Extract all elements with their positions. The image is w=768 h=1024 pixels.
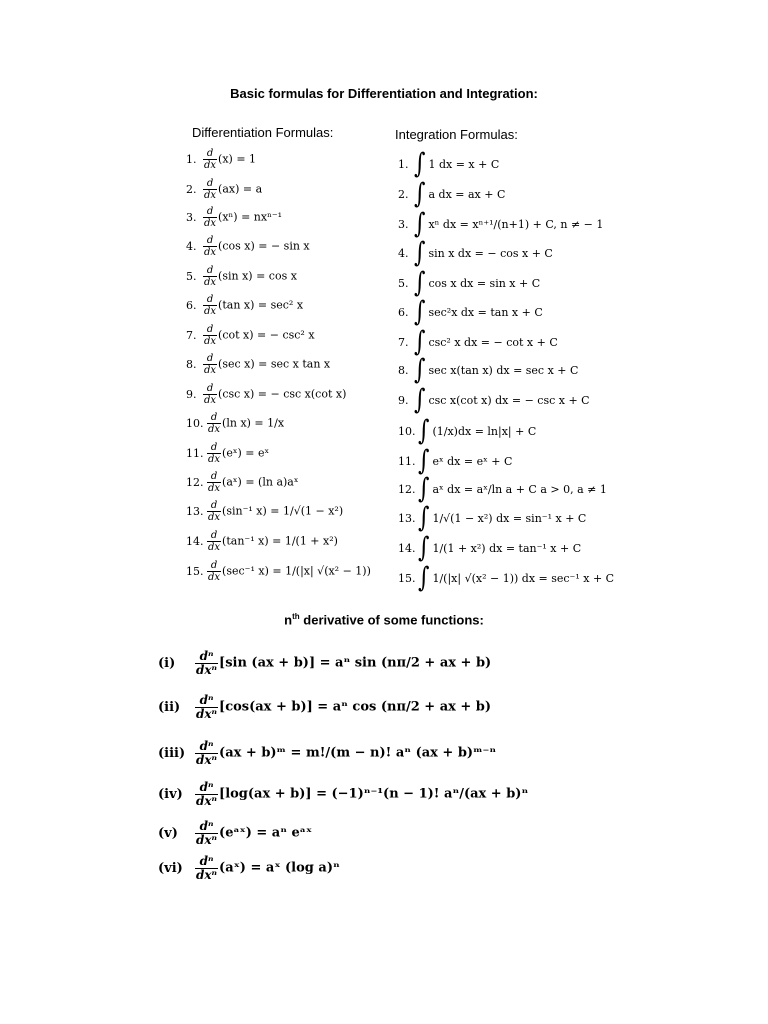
formula-expression: (1/x)dx = ln|x| + C [432,425,537,438]
formula-number: 3. [398,218,409,231]
nth-derivative-operator [195,650,218,677]
formula-number: 1. [398,158,409,171]
operator-numerator: dⁿ [195,781,218,795]
derivative-operator [203,353,217,376]
formula-expression: xⁿ dx = xⁿ⁺¹/(n+1) + C, n ≠ − 1 [428,218,604,231]
differentiation-formula [186,324,315,347]
integration-formula [398,296,543,328]
operator-denominator: dx [204,160,217,171]
formula-expression: (cos x) = − sin x [218,239,310,253]
integral-icon: ∫ [414,208,426,240]
formula-label: (ii) [158,700,181,715]
formula-expression: (csc x) = − csc x(cot x) [218,387,347,401]
nth-derivative-operator [195,781,218,808]
formula-label: (v) [158,826,178,841]
differentiation-formula [186,383,346,406]
operator-numerator: d [203,324,217,336]
operator-denominator: dx [204,395,217,406]
differentiation-formula [186,442,269,465]
operator-denominator: dx [204,190,217,201]
integral-icon: ∫ [414,384,426,416]
operator-denominator: dx [208,542,221,553]
formula-number: 10. [398,425,416,438]
formula-expression: sin x dx = − cos x + C [428,247,553,260]
derivative-operator [203,148,217,171]
operator-denominator: dx [204,365,217,376]
formula-expression: (sec⁻¹ x) = 1/(|x| √(x² − 1)) [222,564,371,578]
differentiation-formula [186,206,282,229]
formula-number: 11. [398,455,416,468]
formula-expression: (eᵃˣ) = aⁿ eᵃˣ [219,825,312,841]
formula-number: 1. [186,152,197,166]
operator-denominator: dxⁿ [196,663,218,677]
derivative-operator [203,235,217,258]
formula-expression: (ax) = a [218,182,263,196]
formula-expression: 1/√(1 − x²) dx = sin⁻¹ x + C [432,512,587,525]
differentiation-formula [186,148,256,171]
operator-numerator: dⁿ [195,740,218,754]
integration-heading: Integration Formulas: [395,127,518,142]
derivative-operator [207,530,221,553]
integral-icon: ∫ [414,178,426,210]
formula-expression: 1/(1 + x²) dx = tan⁻¹ x + C [432,542,582,555]
formula-expression: [cos(ax + b)] = aⁿ cos (nπ/2 + ax + b) [219,699,492,715]
formula-expression: cos x dx = sin x + C [428,277,541,290]
differentiation-formula [186,471,299,494]
formula-label: (vi) [158,861,183,876]
formula-expression: (eˣ) = eˣ [222,446,270,460]
formula-number: 4. [398,247,409,260]
formula-expression: sec²x dx = tan x + C [428,306,543,319]
derivative-operator [203,324,217,347]
operator-numerator: d [207,500,221,512]
formula-number: 4. [186,239,197,253]
differentiation-formula [186,294,303,317]
integral-icon: ∫ [414,354,426,386]
operator-numerator: d [203,265,217,277]
formula-number: 10. [186,416,204,430]
derivative-operator [207,442,221,465]
integration-formula [398,445,513,477]
derivative-operator [207,412,221,435]
integration-formula [398,178,506,210]
formula-expression: eˣ dx = eˣ + C [432,455,513,468]
operator-denominator: dx [204,306,217,317]
integration-formula [398,326,558,358]
operator-numerator: dⁿ [195,650,218,664]
formula-number: 8. [398,364,409,377]
operator-denominator: dxⁿ [196,707,218,721]
formula-number: 5. [398,277,409,290]
formula-number: 2. [398,188,409,201]
formula-number: 3. [186,210,197,224]
differentiation-formula [186,235,310,258]
integration-formula [398,354,579,386]
formula-number: 15. [186,564,204,578]
nth-derivative-formula [158,694,491,721]
operator-denominator: dx [208,572,221,583]
derivative-operator [203,294,217,317]
formula-expression: (x) = 1 [218,152,257,166]
derivative-operator [207,500,221,523]
integral-icon: ∫ [418,445,430,477]
operator-denominator: dx [204,247,217,258]
formula-number: 12. [398,483,416,496]
formula-expression: csc² x dx = − cot x + C [428,336,558,349]
nth-derivative-operator [195,740,218,767]
derivative-operator [203,383,217,406]
formula-expression: (aˣ) = (ln a)aˣ [222,475,299,489]
formula-expression: 1 dx = x + C [428,158,500,171]
operator-denominator: dx [208,512,221,523]
formula-label: (iii) [158,746,186,761]
formula-expression: (tan x) = sec² x [218,298,304,312]
differentiation-heading: Differentiation Formulas: [192,125,334,140]
differentiation-formula [186,500,343,523]
formula-expression: aˣ dx = aˣ/ln a + C a > 0, a ≠ 1 [432,483,607,496]
derivative-operator [207,560,221,583]
formula-expression: (ax + b)ᵐ = m!/(m − n)! aⁿ (ax + b)ᵐ⁻ⁿ [219,745,497,761]
formula-number: 14. [186,534,204,548]
integration-formula [398,532,582,564]
differentiation-formula [186,530,338,553]
formula-number: 15. [398,572,416,585]
page-title: Basic formulas for Differentiation and Integration: [230,86,538,101]
differentiation-formula [186,178,262,201]
operator-numerator: d [203,148,217,160]
nth-derivative-formula [158,740,496,767]
operator-denominator: dx [208,424,221,435]
formula-expression: (sec x) = sec x tan x [218,357,331,371]
integration-formula [398,208,604,240]
formula-expression: (sin⁻¹ x) = 1/√(1 − x²) [222,504,344,518]
integral-icon: ∫ [418,415,430,447]
operator-numerator: dⁿ [195,855,218,869]
formula-number: 5. [186,269,197,283]
derivative-operator [203,206,217,229]
integral-icon: ∫ [414,326,426,358]
formula-number: 14. [398,542,416,555]
differentiation-formula [186,560,371,583]
operator-numerator: d [207,560,221,572]
integration-formula [398,502,587,534]
formula-expression: [sin (ax + b)] = aⁿ sin (nπ/2 + ax + b) [219,655,492,671]
formula-label: (i) [158,656,176,671]
operator-numerator: dⁿ [195,820,218,834]
integral-icon: ∫ [414,296,426,328]
operator-numerator: d [207,412,221,424]
operator-denominator: dx [204,277,217,288]
formula-number: 8. [186,357,197,371]
integration-formula [398,473,607,505]
integration-formula [398,562,615,594]
integration-formula [398,267,541,299]
integration-formula [398,384,590,416]
integral-icon: ∫ [414,267,426,299]
nth-derivative-formula [158,820,312,847]
operator-denominator: dxⁿ [196,868,218,882]
formula-expression: a dx = ax + C [428,188,506,201]
formula-number: 6. [186,298,197,312]
nth-derivative-formula [158,855,340,882]
derivative-operator [207,471,221,494]
formula-number: 7. [186,328,197,342]
formula-number: 7. [398,336,409,349]
formula-expression: (ln x) = 1/x [222,416,285,430]
integral-icon: ∫ [414,148,426,180]
formula-number: 11. [186,446,204,460]
operator-numerator: d [207,442,221,454]
nth-derivative-operator [195,820,218,847]
formula-number: 2. [186,182,197,196]
integral-icon: ∫ [418,502,430,534]
operator-numerator: d [203,178,217,190]
formula-expression: (xⁿ) = nxⁿ⁻¹ [218,210,283,224]
integration-formula [398,415,537,447]
formula-expression: 1/(|x| √(x² − 1)) dx = sec⁻¹ x + C [432,572,615,585]
nth-derivative-heading [0,612,768,627]
formula-expression: (tan⁻¹ x) = 1/(1 + x²) [222,534,338,548]
operator-numerator: d [203,294,217,306]
operator-numerator: d [207,471,221,483]
integration-formula [398,148,500,180]
operator-denominator: dxⁿ [196,833,218,847]
operator-numerator: dⁿ [195,694,218,708]
formula-expression: csc x(cot x) dx = − csc x + C [428,394,590,407]
operator-numerator: d [203,353,217,365]
differentiation-formula [186,353,330,376]
formula-number: 12. [186,475,204,489]
integration-formula [398,237,553,269]
operator-denominator: dx [208,454,221,465]
formula-expression: (sin x) = cos x [218,269,297,283]
derivative-operator [203,178,217,201]
integral-icon: ∫ [418,473,430,505]
operator-denominator: dx [204,336,217,347]
operator-denominator: dxⁿ [196,794,218,808]
nth-title-prefix: n [284,612,293,628]
formula-expression: (aˣ) = aˣ (log a)ⁿ [219,860,340,876]
formula-expression: sec x(tan x) dx = sec x + C [428,364,579,377]
formula-label: (iv) [158,787,183,802]
nth-title-sup: th [292,612,300,621]
operator-numerator: d [203,235,217,247]
integral-icon: ∫ [414,237,426,269]
integral-icon: ∫ [418,562,430,594]
nth-derivative-formula [158,650,491,677]
nth-derivative-operator [195,855,218,882]
operator-numerator: d [203,383,217,395]
formula-number: 13. [398,512,416,525]
formula-number: 13. [186,504,204,518]
formula-number: 9. [186,387,197,401]
nth-derivative-operator [195,694,218,721]
operator-numerator: d [207,530,221,542]
differentiation-formula [186,412,284,435]
nth-derivative-formula [158,781,528,808]
nth-title-rest: derivative of some functions: [299,612,484,628]
formula-expression: (cot x) = − csc² x [218,328,315,342]
operator-denominator: dx [204,218,217,229]
operator-denominator: dx [208,483,221,494]
differentiation-formula [186,265,297,288]
formula-number: 6. [398,306,409,319]
formula-expression: [log(ax + b)] = (−1)ⁿ⁻¹(n − 1)! aⁿ/(ax + b)ⁿ [219,786,529,802]
integral-icon: ∫ [418,532,430,564]
formula-number: 9. [398,394,409,407]
derivative-operator [203,265,217,288]
operator-numerator: d [203,206,217,218]
operator-denominator: dxⁿ [196,753,218,767]
